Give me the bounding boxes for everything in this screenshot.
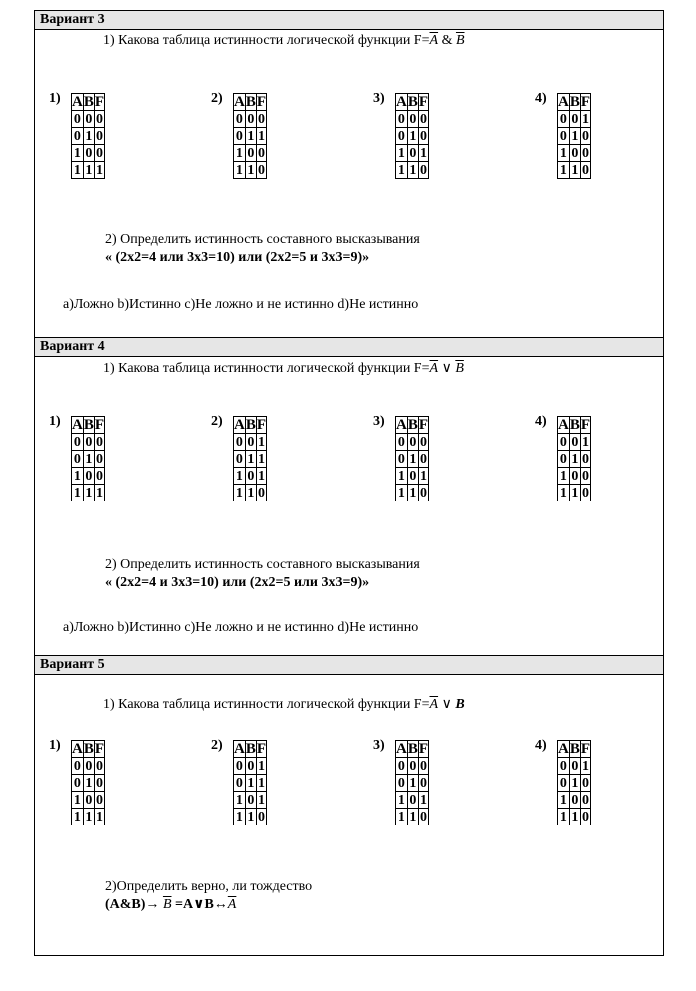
header-a: A xyxy=(72,93,83,110)
cell: 1 xyxy=(558,792,570,809)
cell: 0 xyxy=(569,145,580,162)
operator: & xyxy=(438,33,456,48)
cell: 0 xyxy=(396,434,408,451)
option-number: 2) xyxy=(211,91,223,106)
truth-table xyxy=(395,416,429,501)
cell: 1 xyxy=(419,792,427,808)
negated-a: $\overline{A}$ xyxy=(429,33,439,48)
cell: 1 xyxy=(407,485,418,502)
cell: 0 xyxy=(396,111,408,128)
cell: 1 xyxy=(396,485,408,502)
cell: 0 xyxy=(234,775,246,792)
cell: 1 xyxy=(72,792,84,809)
header-a: A xyxy=(234,93,245,110)
cell: 0 xyxy=(569,792,580,809)
cell: 0 xyxy=(72,451,84,468)
cell: 1 xyxy=(396,792,408,809)
cell: 0 xyxy=(558,758,570,775)
cell: 0 xyxy=(72,434,84,451)
cell: 1 xyxy=(72,809,84,826)
cell: 0 xyxy=(257,485,265,501)
header-f: F xyxy=(418,93,429,110)
cell: 1 xyxy=(257,758,265,774)
cell: 1 xyxy=(72,162,84,179)
cell: 1 xyxy=(558,145,570,162)
cell: 0 xyxy=(419,162,427,178)
cell: 1 xyxy=(83,128,94,145)
cell: 0 xyxy=(257,145,265,161)
header-b: B xyxy=(245,416,256,433)
option-number: 1) xyxy=(49,414,61,429)
option-number: 3) xyxy=(373,414,385,429)
cell: 0 xyxy=(407,758,418,775)
cell: 0 xyxy=(419,809,427,825)
variant-title: Вариант 3 xyxy=(35,11,663,30)
negated-b: $\overline{B}$ xyxy=(455,361,464,376)
cell: 0 xyxy=(558,128,570,145)
header-b: B xyxy=(245,740,256,757)
cell: 1 xyxy=(569,485,580,502)
cell: 0 xyxy=(72,111,84,128)
question-2 xyxy=(105,231,420,267)
option-number: 4) xyxy=(535,91,547,106)
cell: 0 xyxy=(558,111,570,128)
cell: 1 xyxy=(83,775,94,792)
cell: 1 xyxy=(245,128,256,145)
cell: 1 xyxy=(72,485,84,502)
cell: 1 xyxy=(257,792,265,808)
option-number: 3) xyxy=(373,738,385,753)
truth-table xyxy=(395,93,429,179)
truth-table xyxy=(557,416,591,501)
option-number: 3) xyxy=(373,91,385,106)
header-a: A xyxy=(558,93,569,110)
header-f: F xyxy=(256,740,267,757)
cell: 0 xyxy=(95,128,103,144)
cell: 1 xyxy=(558,468,570,485)
worksheet xyxy=(34,10,664,956)
cell: 0 xyxy=(95,758,103,774)
cell: 1 xyxy=(257,468,265,484)
cell: 0 xyxy=(396,128,408,145)
cell: 1 xyxy=(234,145,246,162)
cell: 0 xyxy=(396,758,408,775)
cell: 1 xyxy=(407,451,418,468)
truth-table xyxy=(71,93,105,179)
question-1-text: 1) Какова таблица истинности логической функции F= xyxy=(103,33,430,48)
cell: 1 xyxy=(234,485,246,502)
header-f: F xyxy=(418,416,429,433)
cell: 0 xyxy=(581,809,589,825)
variant-title: Вариант 5 xyxy=(35,656,663,675)
operator: ∨ xyxy=(438,361,456,376)
answer-options: а)Ложно b)Истинно c)Не ложно и не истинно d)Не истинно xyxy=(63,297,419,312)
header-f: F xyxy=(580,93,591,110)
truth-table xyxy=(233,93,267,179)
variant-title: Вариант 4 xyxy=(35,338,663,357)
question-1-text: 1) Какова таблица истинности логической функции F= xyxy=(103,697,430,712)
cell: 1 xyxy=(396,145,408,162)
variable-b: B xyxy=(455,697,465,712)
cell: 1 xyxy=(407,775,418,792)
cell: 0 xyxy=(581,451,589,467)
cell: 1 xyxy=(95,485,103,501)
header-b: B xyxy=(245,93,256,110)
cell: 1 xyxy=(245,809,256,826)
question-2-statement: « (2х2=4 или 3х3=10) или (2х2=5 и 3х3=9)» xyxy=(105,250,370,265)
cell: 0 xyxy=(581,792,589,808)
question-2 xyxy=(105,556,420,592)
cell: 1 xyxy=(581,111,589,127)
option-number: 2) xyxy=(211,414,223,429)
cell: 1 xyxy=(419,468,427,484)
truth-table xyxy=(557,93,591,179)
cell: 1 xyxy=(234,792,246,809)
negated-a: $\overline{A}$ xyxy=(429,697,439,712)
question-1 xyxy=(103,33,465,49)
question-2 xyxy=(105,878,312,914)
cell: 1 xyxy=(396,162,408,179)
header-b: B xyxy=(83,416,94,433)
cell: 1 xyxy=(83,809,94,826)
header-f: F xyxy=(580,416,591,433)
cell: 0 xyxy=(95,792,103,808)
cell: 1 xyxy=(257,775,265,791)
header-b: B xyxy=(83,93,94,110)
cell: 1 xyxy=(83,485,94,502)
cell: 0 xyxy=(257,111,265,127)
cell: 0 xyxy=(581,485,589,501)
header-b: B xyxy=(569,93,580,110)
option-number: 1) xyxy=(49,91,61,106)
header-a: A xyxy=(396,416,407,433)
variant-4 xyxy=(35,337,663,656)
cell: 1 xyxy=(257,451,265,467)
cell: 0 xyxy=(407,468,418,485)
option-number: 4) xyxy=(535,414,547,429)
header-b: B xyxy=(407,740,418,757)
cell: 1 xyxy=(569,775,580,792)
header-b: B xyxy=(407,416,418,433)
cell: 1 xyxy=(234,468,246,485)
cell: 0 xyxy=(558,434,570,451)
question-1 xyxy=(103,696,465,713)
truth-table xyxy=(71,416,105,501)
header-b: B xyxy=(407,93,418,110)
cell: 1 xyxy=(72,468,84,485)
cell: 0 xyxy=(245,468,256,485)
cell: 0 xyxy=(419,111,427,127)
question-2-text: 2)Определить верно, ли тождество xyxy=(105,879,313,894)
question-1-text: 1) Какова таблица истинности логической функции F= xyxy=(103,361,430,376)
cell: 0 xyxy=(558,775,570,792)
header-a: A xyxy=(396,740,407,757)
cell: 1 xyxy=(558,162,570,179)
question-2-text: 2) Определить истинность составного высказывания xyxy=(105,232,420,247)
header-b: B xyxy=(569,416,580,433)
cell: 1 xyxy=(245,775,256,792)
cell: 0 xyxy=(581,128,589,144)
cell: 0 xyxy=(72,128,84,145)
cell: 0 xyxy=(95,775,103,791)
cell: 1 xyxy=(245,162,256,179)
negated-a: $\overline{A}$ xyxy=(227,897,237,912)
question-1 xyxy=(103,360,464,377)
cell: 1 xyxy=(234,162,246,179)
cell: 1 xyxy=(407,128,418,145)
cell: 1 xyxy=(83,451,94,468)
identity-expression xyxy=(105,896,312,914)
negated-a: $\overline{A}$ xyxy=(429,361,439,376)
cell: 0 xyxy=(569,111,580,128)
header-a: A xyxy=(72,416,83,433)
cell: 0 xyxy=(234,128,246,145)
cell: 0 xyxy=(234,451,246,468)
option-number: 2) xyxy=(211,738,223,753)
cell: 1 xyxy=(72,145,84,162)
cell: 0 xyxy=(245,758,256,775)
cell: 0 xyxy=(257,809,265,825)
variant-3 xyxy=(35,11,663,337)
cell: 0 xyxy=(95,434,103,450)
cell: 0 xyxy=(396,451,408,468)
negated-b: $\overline{B}$ xyxy=(162,897,172,912)
header-a: A xyxy=(234,416,245,433)
answer-options: а)Ложно b)Истинно c)Не ложно и не истинно d)Не истинно xyxy=(63,620,419,635)
cell: 1 xyxy=(569,128,580,145)
header-a: A xyxy=(396,93,407,110)
variant-5 xyxy=(35,655,663,956)
cell: 0 xyxy=(407,434,418,451)
header-a: A xyxy=(234,740,245,757)
cell: 0 xyxy=(419,128,427,144)
cell: 1 xyxy=(257,128,265,144)
option-number: 1) xyxy=(49,738,61,753)
truth-table xyxy=(233,416,267,501)
cell: 1 xyxy=(569,162,580,179)
cell: 0 xyxy=(419,485,427,501)
question-2-text: 2) Определить истинность составного высказывания xyxy=(105,557,420,572)
cell: 0 xyxy=(569,434,580,451)
cell: 0 xyxy=(95,468,103,484)
cell: 0 xyxy=(83,758,94,775)
cell: 1 xyxy=(407,162,418,179)
header-f: F xyxy=(94,416,105,433)
cell: 1 xyxy=(95,809,103,825)
cell: 0 xyxy=(419,434,427,450)
cell: 1 xyxy=(558,485,570,502)
cell: 0 xyxy=(83,468,94,485)
cell: 0 xyxy=(407,792,418,809)
header-f: F xyxy=(94,740,105,757)
truth-table xyxy=(71,740,105,825)
cell: 1 xyxy=(396,809,408,826)
cell: 1 xyxy=(257,434,265,450)
cell: 0 xyxy=(581,145,589,161)
cell: 1 xyxy=(569,451,580,468)
header-f: F xyxy=(580,740,591,757)
cell: 0 xyxy=(72,758,84,775)
cell: 0 xyxy=(245,434,256,451)
cell: 0 xyxy=(419,775,427,791)
operator: ∨ xyxy=(438,697,456,712)
header-f: F xyxy=(418,740,429,757)
cell: 0 xyxy=(234,434,246,451)
truth-table xyxy=(233,740,267,825)
cell: 0 xyxy=(396,775,408,792)
cell: 1 xyxy=(419,145,427,161)
cell: 1 xyxy=(558,809,570,826)
cell: 0 xyxy=(569,468,580,485)
cell: 1 xyxy=(396,468,408,485)
header-f: F xyxy=(256,416,267,433)
cell: 1 xyxy=(581,758,589,774)
cell: 0 xyxy=(95,111,103,127)
expr-left: (A&B)→ xyxy=(105,897,163,912)
cell: 0 xyxy=(83,111,94,128)
cell: 1 xyxy=(83,162,94,179)
cell: 0 xyxy=(95,145,103,161)
cell: 1 xyxy=(234,809,246,826)
header-a: A xyxy=(558,740,569,757)
cell: 0 xyxy=(407,145,418,162)
option-number: 4) xyxy=(535,738,547,753)
header-a: A xyxy=(72,740,83,757)
header-a: A xyxy=(558,416,569,433)
cell: 1 xyxy=(245,451,256,468)
negated-b: $\overline{B}$ xyxy=(455,33,465,48)
cell: 1 xyxy=(407,809,418,826)
cell: 0 xyxy=(245,792,256,809)
header-b: B xyxy=(569,740,580,757)
cell: 0 xyxy=(83,434,94,451)
cell: 0 xyxy=(558,451,570,468)
expr-mid: =A∨B↔ xyxy=(171,897,228,912)
cell: 0 xyxy=(83,792,94,809)
cell: 0 xyxy=(569,758,580,775)
cell: 1 xyxy=(95,162,103,178)
cell: 0 xyxy=(419,758,427,774)
header-f: F xyxy=(94,93,105,110)
cell: 0 xyxy=(581,775,589,791)
cell: 0 xyxy=(419,451,427,467)
cell: 0 xyxy=(83,145,94,162)
cell: 0 xyxy=(581,468,589,484)
cell: 0 xyxy=(245,111,256,128)
cell: 0 xyxy=(257,162,265,178)
header-b: B xyxy=(83,740,94,757)
cell: 0 xyxy=(245,145,256,162)
truth-table xyxy=(557,740,591,825)
question-2-statement: « (2х2=4 и 3х3=10) или (2х2=5 или 3х3=9)» xyxy=(105,575,370,590)
truth-table xyxy=(395,740,429,825)
cell: 0 xyxy=(581,162,589,178)
cell: 0 xyxy=(72,775,84,792)
cell: 1 xyxy=(581,434,589,450)
cell: 0 xyxy=(234,758,246,775)
cell: 0 xyxy=(407,111,418,128)
cell: 1 xyxy=(569,809,580,826)
header-f: F xyxy=(256,93,267,110)
cell: 0 xyxy=(95,451,103,467)
cell: 0 xyxy=(234,111,246,128)
cell: 1 xyxy=(245,485,256,502)
